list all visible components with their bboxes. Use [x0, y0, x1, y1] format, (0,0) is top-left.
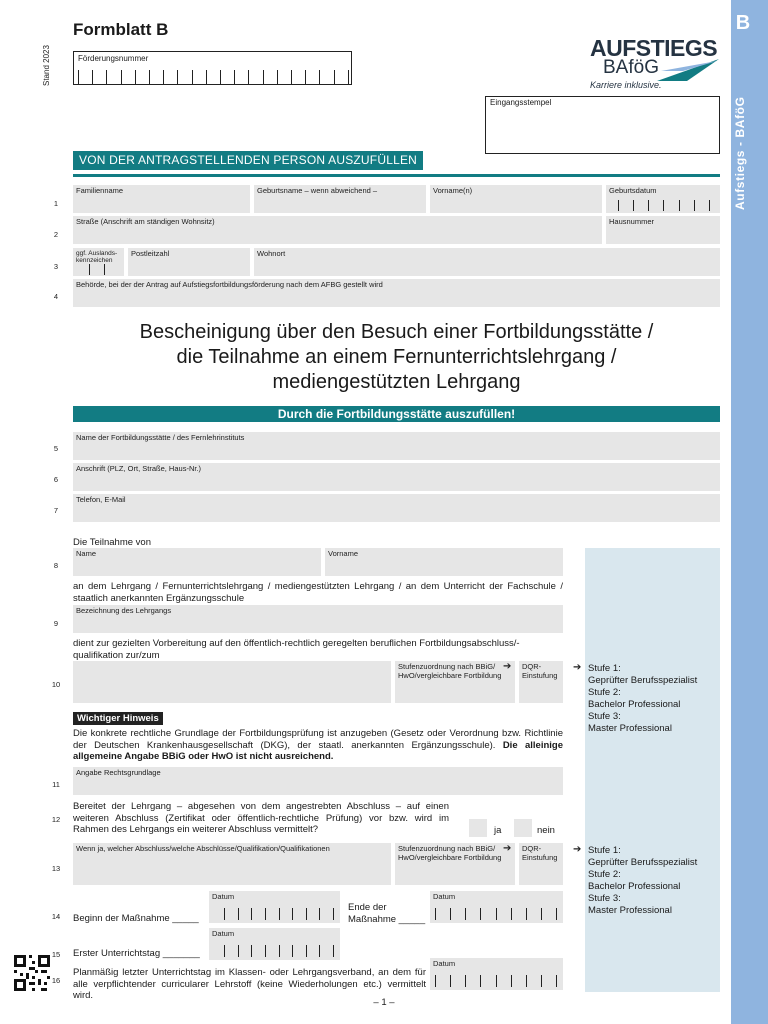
strasse-field[interactable] [73, 216, 602, 244]
foerderungsnummer-field[interactable] [73, 51, 352, 85]
stufe-2-value: Bachelor Professional [588, 699, 681, 710]
foerderungsnummer-ticks [78, 70, 349, 84]
stufen-list-1 [588, 663, 697, 735]
ende-datum-label: Datum [433, 892, 456, 901]
ende-datum-ticks [435, 908, 557, 920]
vorname-field[interactable] [430, 185, 602, 213]
stufe-2-label: Stufe 2: [588, 687, 621, 698]
ende-label-line-1: Ende der [348, 902, 387, 913]
geburtsname-label: Geburtsname – wenn abweichend – [257, 186, 378, 195]
stufenzuordnung-label-2: Stufenzuordnung nach BBiG/ HwO/vergleichbare Fortbildung [398, 844, 502, 862]
stufe-3-label: Stufe 3: [588, 893, 621, 904]
ja-checkbox[interactable] [469, 819, 487, 837]
arrow-right-icon: ➔ [573, 844, 582, 855]
vorname-label: Vorname(n) [433, 186, 473, 195]
document-title-line-3: mediengestützten Lehrgang [272, 371, 521, 393]
geburtsname-field[interactable] [254, 185, 426, 213]
stand-label: Stand 2023 [42, 45, 51, 86]
row-number-2: 2 [53, 230, 59, 239]
applicant-section-rule [73, 174, 720, 177]
row-number-4: 4 [53, 292, 59, 301]
stufe-2-label: Stufe 2: [588, 869, 621, 880]
stufe-1-label: Stufe 1: [588, 845, 621, 856]
auslandskennzeichen-field[interactable] [73, 248, 124, 276]
teilnehmer-name-field[interactable] [73, 548, 321, 576]
row-number-10: 10 [51, 680, 61, 689]
applicant-section-heading: VON DER ANTRAGSTELLENDEN PERSON AUSZUFÜLLEN [73, 151, 423, 170]
ende-label-line-2: Maßnahme _____ [348, 913, 426, 925]
stufe-1-value: Geprüfter Berufsspezialist [588, 857, 698, 868]
row-number-9: 9 [53, 619, 59, 628]
arrow-right-icon: ➔ [503, 843, 512, 854]
row-number-7: 7 [53, 506, 59, 515]
geburtsdatum-ticks [618, 200, 710, 211]
letzter-unterrichtstag-ticks [435, 975, 557, 987]
row-number-3: 3 [53, 262, 59, 271]
dqr-label-2: DQR-Einstufung [522, 844, 558, 862]
row-number-8: 8 [53, 561, 59, 570]
geburtsdatum-label: Geburtsdatum [609, 186, 657, 195]
erster-unterrichtstag-field[interactable] [209, 928, 340, 960]
stufenzuordnung-label-1: Stufenzuordnung nach BBiG/ HwO/vergleichbare Fortbildung [398, 662, 502, 680]
qr-code-icon [14, 955, 50, 991]
wichtiger-hinweis-body: Die konkrete rechtliche Grundlage der Fortbildungsprüfung ist anzugeben (Gesetz oder Verordnung bzw. Richtlinie der Deutschen Krankenhausgesellschaft (DKG), der staatl. anerkannten Ergänzungsschule). [73, 728, 563, 751]
hausnummer-label: Hausnummer [609, 217, 655, 226]
stufe-2-value: Bachelor Professional [588, 881, 681, 892]
telefon-email-label: Telefon, E-Mail [76, 495, 126, 504]
document-title [73, 320, 720, 395]
weiterer-abschluss-question: Bereitet der Lehrgang – abgesehen von dem angestrebten Abschluss – auf einen weiteren Abschluss (Zertifikat oder öffentlich-rechtliche Prüfung) vor bzw. wird im Rahmen des Lehrgangs ein weiterer Abschluss vermittelt? [73, 801, 449, 835]
fortbildungsstaette-name-label: Name der Fortbildungsstätte / des Fernlehrinstituts [76, 433, 245, 442]
anschrift-label: Anschrift (PLZ, Ort, Straße, Haus-Nr.) [76, 464, 202, 473]
familienname-label: Familienname [76, 186, 124, 195]
side-letter: B [735, 12, 751, 34]
logo-sub-text: BAföG [603, 57, 659, 78]
document-title-line-1: Bescheinigung über den Besuch einer Fortbildungsstätte / [139, 321, 654, 343]
logo-main-text: AUFSTIEGS [590, 35, 718, 61]
teilnehmer-vorname-field[interactable] [325, 548, 563, 576]
beginn-datum-ticks [224, 908, 334, 920]
erster-unterrichtstag-ticks [224, 945, 334, 957]
stufenzuordnung-field-1[interactable] [395, 661, 515, 703]
nein-checkbox[interactable] [514, 819, 532, 837]
row-number-1: 1 [53, 199, 59, 208]
logo-swoosh-icon [657, 57, 721, 83]
lehrgang-bezeichnung-label: Bezeichnung des Lehrgangs [76, 606, 172, 615]
telefon-email-field[interactable] [73, 494, 720, 522]
stufe-1-value: Geprüfter Berufsspezialist [588, 675, 698, 686]
stufe-3-value: Master Professional [588, 905, 672, 916]
row-number-11: 11 [52, 780, 60, 789]
wohnort-field[interactable] [254, 248, 720, 276]
fortbildungsabschluss-field[interactable] [73, 661, 391, 703]
weiterer-abschluss-field[interactable] [73, 843, 391, 885]
weiterer-abschluss-label: Wenn ja, welcher Abschluss/welche Abschlüsse/Qualifikation/Qualifikationen [76, 844, 330, 853]
stufen-info-panel [585, 548, 720, 992]
row-number-13: 13 [51, 864, 61, 873]
lehrgang-bezeichnung-field[interactable] [73, 605, 563, 633]
stufe-3-label: Stufe 3: [588, 711, 621, 722]
postleitzahl-field[interactable] [128, 248, 250, 276]
ja-label: ja [494, 825, 502, 836]
side-vertical-label [733, 190, 747, 210]
letzter-unterrichtstag-field[interactable] [430, 958, 563, 990]
teilnehmer-vorname-label: Vorname [328, 549, 359, 558]
stufen-list-2 [588, 845, 697, 917]
wichtiger-hinweis-badge: Wichtiger Hinweis [73, 712, 163, 725]
wichtiger-hinweis-bold: Die alleinige allgemeine Angabe BBiG oder HwO ist nicht ausreichend. [73, 739, 563, 762]
page-number: – 1 – [373, 997, 395, 1008]
institution-section-heading: Durch die Fortbildungsstätte auszufüllen! [73, 406, 720, 422]
letzter-unterrichtstag-text: Planmäßig letzter Unterrichtstag im Klassen- oder Lehrgangsverband, an dem für alle verpflichtender curricularer Lehrstoff (keine Wiederholungen etc.) vermittelt wird. [73, 967, 426, 1001]
foerderungsnummer-label: Förderungsnummer [78, 54, 149, 63]
anschrift-field[interactable] [73, 463, 720, 491]
arrow-right-icon: ➔ [573, 662, 582, 673]
fortbildungsstaette-name-field[interactable] [73, 432, 720, 460]
erster-unterrichtstag-datum-label: Datum [212, 929, 235, 938]
vorbereitung-text: dient zur gezielten Vorbereitung auf den öffentlich-rechtlich geregelten beruflichen Fortbildungsabschluss/-qualifikation zur/zum [73, 638, 520, 661]
strasse-label: Straße (Anschrift am ständigen Wohnsitz) [76, 217, 215, 226]
beginn-datum-label: Datum [212, 892, 235, 901]
rechtsgrundlage-label: Angabe Rechtsgrundlage [76, 768, 161, 777]
stufe-1-label: Stufe 1: [588, 663, 621, 674]
document-title-line-2: die Teilnahme an einem Fernunterrichtslehrgang / [176, 346, 617, 368]
stufe-3-value: Master Professional [588, 723, 672, 734]
wohnort-label: Wohnort [257, 249, 286, 258]
dqr-label-1: DQR-Einstufung [522, 662, 558, 680]
aufstiegs-bafoeg-logo [585, 33, 725, 93]
lehrgang-text: an dem Lehrgang / Fernunterrichtslehrgang / mediengestützten Lehrgang / an dem Unterricht der Fachschule / staatlich anerkannten Ergänzungsschule [73, 581, 563, 604]
row-number-6: 6 [53, 475, 59, 484]
dqr-field-2[interactable] [519, 843, 563, 885]
erster-unterrichtstag-label: Erster Unterrichtstag _______ [73, 948, 200, 959]
auslandskennzeichen-label: ggf. Auslands-kennzeichen [76, 250, 118, 264]
rechtsgrundlage-field[interactable] [73, 767, 563, 795]
form-title: Formblatt B [73, 20, 169, 39]
teilnahme-von-text: Die Teilnahme von [73, 537, 151, 548]
row-number-15: 15 [51, 950, 61, 959]
row-number-14: 14 [51, 912, 61, 921]
letzter-unterrichtstag-datum-label: Datum [433, 959, 456, 968]
dqr-field-1[interactable] [519, 661, 563, 703]
row-number-16: 16 [51, 976, 61, 985]
eingangsstempel-label: Eingangsstempel [490, 98, 552, 107]
ende-label [348, 902, 425, 925]
behoerde-label: Behörde, bei der der Antrag auf Aufstiegsfortbildungsförderung nach dem AFBG gestellt wird [76, 280, 383, 289]
nein-label: nein [537, 825, 555, 836]
logo-tagline: Karriere inklusive. [590, 80, 662, 90]
row-number-5: 5 [53, 444, 59, 453]
arrow-right-icon: ➔ [503, 661, 512, 672]
beginn-label: Beginn der Maßnahme _____ [73, 913, 199, 924]
auslandskennzeichen-ticks [89, 264, 105, 275]
ende-datum-field[interactable] [430, 891, 563, 923]
teilnehmer-name-label: Name [76, 549, 97, 558]
behoerde-field[interactable] [73, 279, 720, 307]
stufenzuordnung-field-2[interactable] [395, 843, 515, 885]
beginn-datum-field[interactable] [209, 891, 340, 923]
wichtiger-hinweis-text [73, 728, 563, 763]
hausnummer-field[interactable] [606, 216, 720, 244]
geburtsdatum-field[interactable] [606, 185, 720, 213]
eingangsstempel-box [485, 96, 720, 154]
postleitzahl-label: Postleitzahl [131, 249, 170, 258]
row-number-12: 12 [51, 815, 61, 824]
familienname-field[interactable] [73, 185, 250, 213]
